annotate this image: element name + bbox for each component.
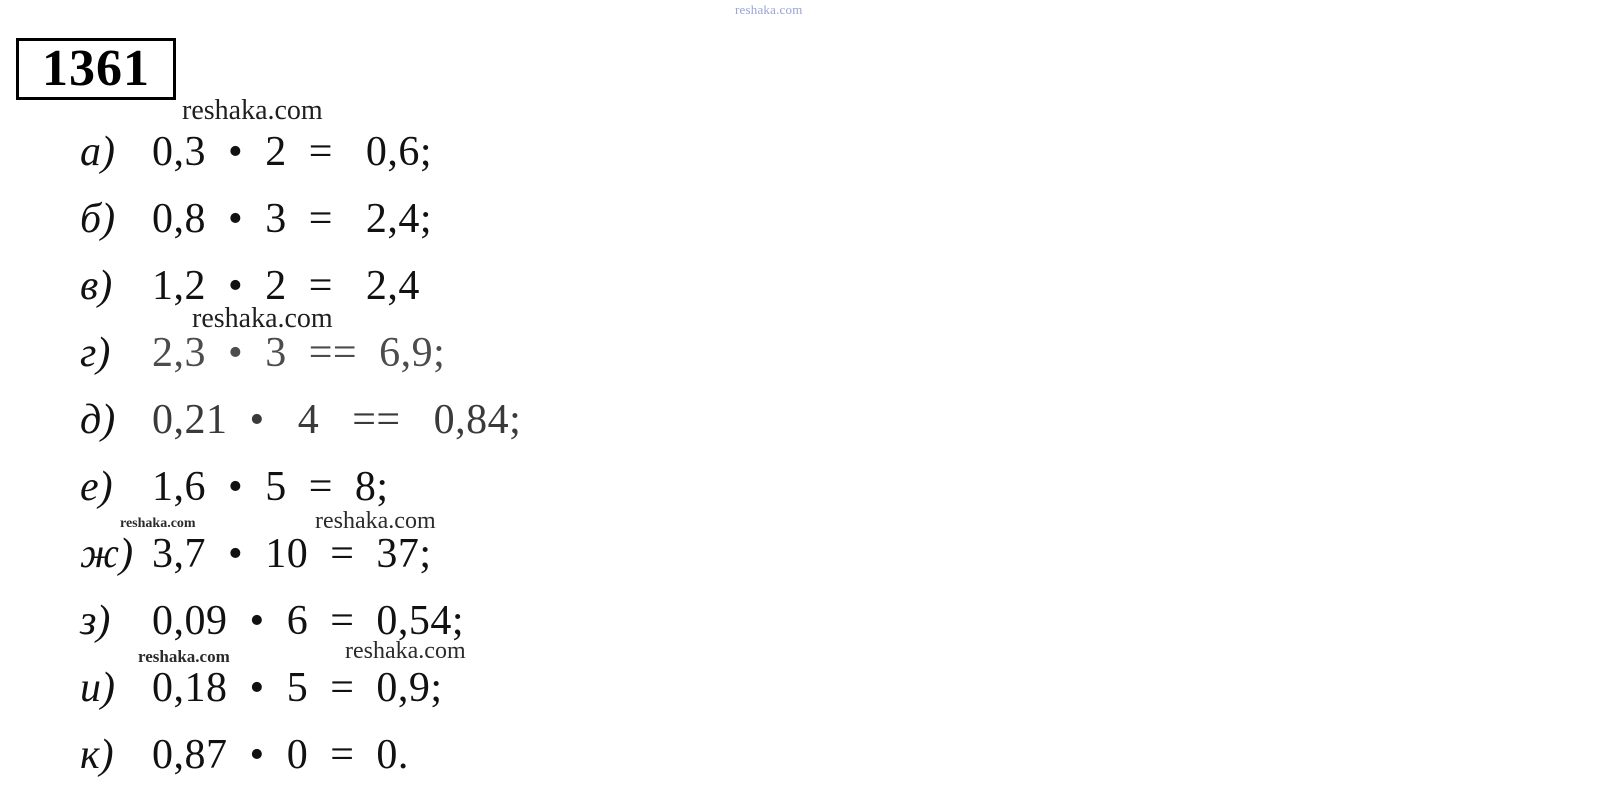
equation-expression: 0,3 • 2 = 0,6; (152, 128, 433, 175)
equation-expression: 0,21 • 4 == 0,84; (152, 396, 522, 443)
equation-expression: 3,7 • 10 = 37; (152, 530, 432, 577)
equation-expression: 0,09 • 6 = 0,54; (152, 597, 465, 644)
equation-line (80, 721, 840, 788)
equation-expression: 2,3 • 3 == 6,9; (152, 329, 446, 376)
equation-line (80, 252, 840, 319)
equation-label: г) (80, 329, 111, 376)
equation-line (80, 185, 840, 252)
equation-line (80, 587, 840, 654)
equation-label: д) (80, 396, 116, 443)
task-number: 1361 (42, 40, 150, 97)
equation-line (80, 386, 840, 453)
exercise-lines (80, 118, 840, 788)
equation-expression: 0,87 • 0 = 0. (152, 731, 409, 778)
task-number-box (16, 38, 176, 100)
equation-label: ж) (80, 530, 134, 577)
equation-label: е) (80, 463, 113, 510)
equation-label: в) (80, 262, 113, 309)
equation-line (80, 319, 840, 386)
equation-label: б) (80, 195, 116, 242)
watermark: reshaka.com (120, 516, 196, 531)
equation-expression: 0,8 • 3 = 2,4; (152, 195, 433, 242)
equation-line (80, 453, 840, 520)
equation-label: к) (80, 731, 114, 778)
equation-label: з) (80, 597, 111, 644)
watermark: reshaka.com (182, 95, 323, 126)
watermark: reshaka.com (345, 638, 466, 664)
top-watermark: reshaka.com (735, 2, 803, 17)
watermark: reshaka.com (138, 647, 230, 666)
equation-expression: 0,18 • 5 = 0,9; (152, 664, 443, 711)
equation-line (80, 654, 840, 721)
equation-line (80, 520, 840, 587)
equation-expression: 1,2 • 2 = 2,4 (152, 262, 420, 309)
equation-label: а) (80, 128, 115, 175)
equation-label: и) (80, 664, 115, 711)
equation-expression: 1,6 • 5 = 8; (152, 463, 389, 510)
equation-line (80, 118, 840, 185)
watermark: reshaka.com (315, 508, 436, 534)
watermark: reshaka.com (192, 303, 333, 334)
